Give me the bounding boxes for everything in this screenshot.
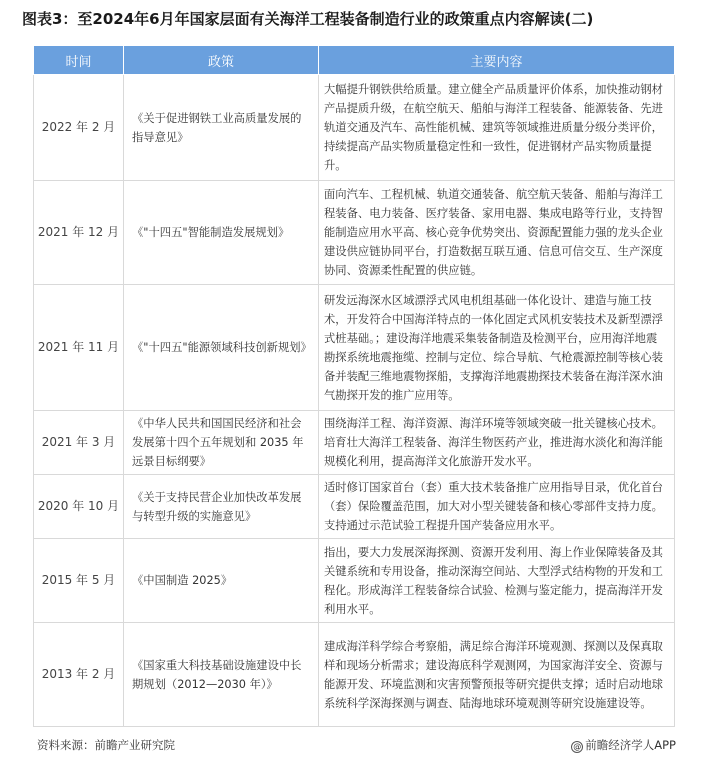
row-content: 大幅提升钢铁供给质量。建立健全产品质量评价体系，加快推动钢材产品提质升级，在航空航天、船舶与海洋工程装备、能源装备、先进轨道交通及汽车、高性能机械、建筑等领域推进质量分级分类评价，持续提高产品实物质量稳定性和一致性，促进钢材产品实物质量提升。: [319, 75, 675, 181]
row-policy: 《关于支持民营企业加快改革发展与转型升级的实施意见》: [124, 475, 319, 539]
row-time: 2020 年 10 月: [34, 475, 124, 539]
row-policy: 《关于促进钢铁工业高质量发展的指导意见》: [124, 75, 319, 181]
table-row: [34, 411, 675, 475]
table-row: [34, 539, 675, 623]
at-icon: @: [573, 742, 582, 751]
table-header-row: [34, 46, 675, 75]
row-time: 2021 年 11 月: [34, 285, 124, 411]
table-row: [34, 75, 675, 181]
row-policy: 《中华人民共和国国民经济和社会发展第十四个五年规划和 2035 年远景目标纲要》: [124, 411, 319, 475]
page-title: 图表3：至2024年6月年国家层面有关海洋工程装备制造行业的政策重点内容解读(二): [22, 10, 594, 28]
policy-table: [33, 45, 674, 726]
row-time: 2021 年 12 月: [34, 181, 124, 285]
row-policy: 《中国制造 2025》: [124, 539, 319, 623]
row-content: 指出，要大力发展深海探测、资源开发利用、海上作业保障装备及其关键系统和专用设备，推动深海空间站、大型浮式结构物的开发和工程化。形成海洋工程装备综合试验、检测与鉴定能力，提高海洋开发利用水平。: [319, 539, 675, 623]
row-time: 2022 年 2 月: [34, 75, 124, 181]
header-content: 主要内容: [319, 46, 675, 75]
brand-name: 前瞻经济学人APP: [585, 738, 676, 752]
row-content: 围绕海洋工程、海洋资源、海洋环境等领域突破一批关键核心技术。培育壮大海洋工程装备、海洋生物医药产业，推进海水淡化和海洋能规模化利用，提高海洋文化旅游开发水平。: [319, 411, 675, 475]
header-policy: 政策: [124, 46, 319, 75]
row-content: 适时修订国家首台（套）重大技术装备推广应用指导目录，优化首台（套）保险覆盖范围，加大对小型关键装备和核心零部件支持力度。支持通过示范试验工程提升国产装备应用水平。: [319, 475, 675, 539]
row-content: 研发远海深水区域漂浮式风电机组基础一体化设计、建造与施工技术，开发符合中国海洋特点的一体化固定式风机安装技术及新型漂浮式桩基础。；建设海洋地震采集装备制造及检测平台，应用海洋地震勘探系统地震拖缆、控制与定位、综合导航、气枪震源控制等核心装备并装配三维地震物探船，支撑海洋地震勘探技术装备在海洋深水油气勘探开发的推广应用等。: [319, 285, 675, 411]
row-policy: 《国家重大科技基础设施建设中长期规划（2012—2030 年）》: [124, 623, 319, 727]
row-time: 2021 年 3 月: [34, 411, 124, 475]
row-time: 2013 年 2 月: [34, 623, 124, 727]
table-row: [34, 623, 675, 727]
row-content: 建成海洋科学综合考察船，满足综合海洋环境观测、探测以及保真取样和现场分析需求；建设海底科学观测网，为国家海洋安全、资源与能源开发、环境监测和灾害预警预报等研究提供支撑；适时启动地球系统科学深海探测与调查、陆海地球环境观测等研究设施建设等。: [319, 623, 675, 727]
brand-credit: [571, 736, 676, 754]
source-note: 资料来源：前瞻产业研究院: [37, 738, 175, 752]
row-time: 2015 年 5 月: [34, 539, 124, 623]
header-time: 时间: [34, 46, 124, 75]
table-row: [34, 285, 675, 411]
row-content: 面向汽车、工程机械、轨道交通装备、航空航天装备、船舶与海洋工程装备、电力装备、医疗装备、家用电器、集成电路等行业，支持智能制造应用水平高、核心竞争优势突出、资源配置能力强的龙头企业建设供应链协同平台，打造数据互联互通、信息可信交互、生产深度协同、资源柔性配置的供应链。: [319, 181, 675, 285]
table-row: [34, 181, 675, 285]
row-policy: 《"十四五"智能制造发展规划》: [124, 181, 319, 285]
table: [33, 45, 675, 727]
table-row: [34, 475, 675, 539]
row-policy: 《"十四五"能源领域科技创新规划》: [124, 285, 319, 411]
